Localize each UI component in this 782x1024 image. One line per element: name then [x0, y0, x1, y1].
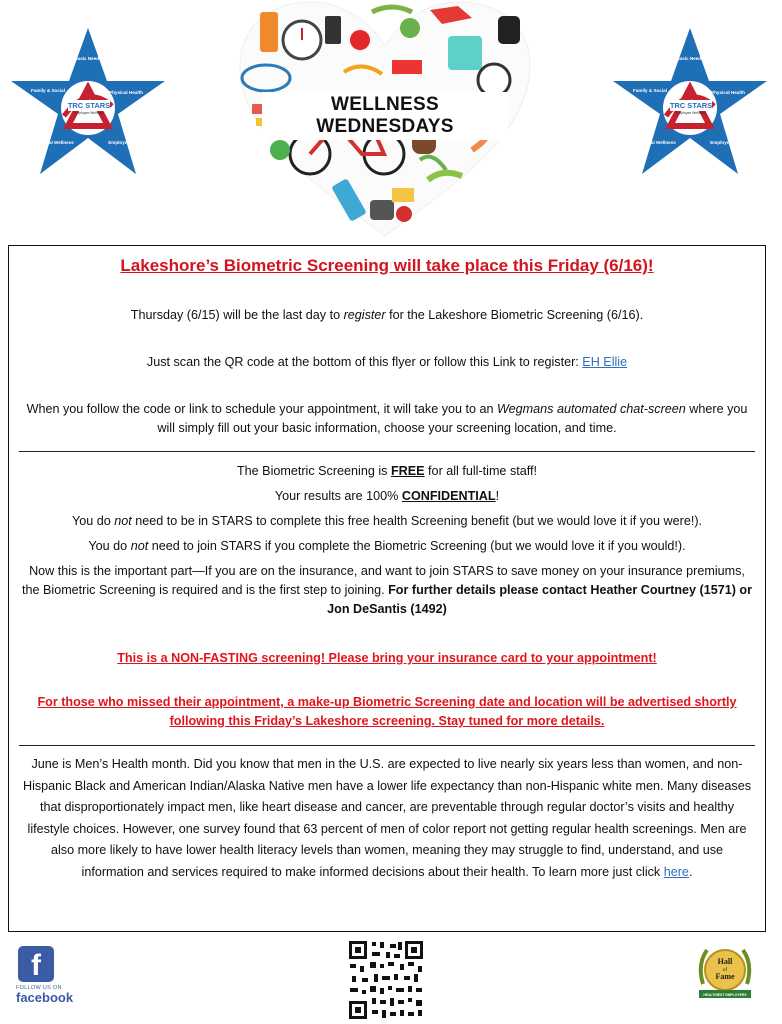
learn-more-link[interactable]: here	[663, 864, 689, 879]
eh-ellie-link[interactable]: EH Ellie	[582, 355, 628, 369]
facebook-link[interactable]: f FOLLOW US ON facebook	[16, 946, 68, 1005]
trc-stars-logo-left	[8, 26, 168, 178]
not-join-stars-line: You do not need to join STARS if you complete the Biometric Screening (but we would love it if you would!).	[88, 539, 686, 553]
hall-of-fame-badge	[695, 942, 755, 1004]
qr-code[interactable]	[348, 940, 424, 1020]
qr-code-icon	[348, 940, 424, 1020]
svg-text:Employment: Employment	[710, 140, 738, 145]
confidential-line: Your results are 100% CONFIDENTIAL!	[274, 489, 500, 503]
svg-text:Family & Social: Family & Social	[31, 88, 65, 93]
svg-text:Physical Health: Physical Health	[109, 90, 143, 95]
svg-text:TRC STARS: TRC STARS	[669, 101, 713, 110]
free-line: The Biometric Screening is FREE for all full-time staff!	[236, 464, 538, 478]
header	[0, 0, 782, 240]
wellness-heart-collage	[232, 0, 538, 240]
content-box	[8, 245, 766, 932]
star-logo-icon	[8, 26, 168, 178]
svg-text:Family & Social: Family & Social	[633, 88, 667, 93]
facebook-icon: f	[18, 946, 54, 982]
star-logo-icon	[610, 26, 770, 178]
svg-text:Employee Wellness: Employee Wellness	[676, 111, 706, 115]
register-paragraph: Thursday (6/15) will be the last day to register for the Lakeshore Biometric Screening (6/16).	[130, 308, 644, 322]
scan-paragraph: Just scan the QR code at the bottom of this flyer or follow this Link to register: EH Ellie	[146, 355, 628, 369]
hall-of-fame-badge-icon	[695, 942, 755, 1004]
follow-paragraph: When you follow the code or link to schedule your appointment, it will take you to an Wegmans automated chat-screen where you will simply fill out your basic information, choose your screening location, and time.	[26, 402, 748, 435]
svg-text:Fame: Fame	[715, 972, 735, 981]
important-paragraph: Now this is the important part—If you are on the insurance, and want to join STARS to save money on your insurance premiums, the Biometric Screening is required and is the first step to joining. For further details please contact Heather Courtney (1571) or Jon DeSantis (1492)	[21, 564, 753, 616]
mens-health-paragraph: June is Men’s Health month. Did you know that men in the U.S. are expected to live nearly six years less than women, and non-Hispanic Black and American Indian/Alaska Native men have a lower life expectancy than non-Hispanic white men. Many diseases that disproportionately impact men, like heart disease and cancer, are preventable through regular doctor’s visits and healthy lifestyle choices. However, one survey found that 63 percent of men of color report not getting regular health screenings. Men are also more likely to have lower health literacy levels than women, meaning they may struggle to find, understand, and use information and services required to make informed decisions about their health. To learn more just click here.	[22, 757, 751, 879]
svg-text:Physical Health: Physical Health	[711, 90, 745, 95]
svg-text:Basic Needs: Basic Needs	[74, 56, 102, 61]
logo-name: TRC STARS	[67, 101, 111, 110]
non-fasting-notice: This is a NON-FASTING screening! Please bring your insurance card to your appointment!	[117, 651, 657, 665]
svg-text:of: of	[722, 968, 728, 973]
trc-stars-logo-right	[610, 26, 770, 178]
svg-text:Employment: Employment	[108, 140, 136, 145]
svg-text:Mental Wellness: Mental Wellness	[640, 140, 676, 145]
wellness-wednesdays-title: WELLNESS WEDNESDAYS	[262, 92, 508, 140]
makeup-notice: For those who missed their appointment, a make-up Biometric Screening date and location will be advertised shortly following this Friday’s Lakeshore screening. Stay tuned for more details.	[37, 695, 737, 728]
svg-text:Employee Wellness: Employee Wellness	[74, 111, 104, 115]
svg-text:Basic Needs: Basic Needs	[676, 56, 704, 61]
svg-text:Hall: Hall	[717, 957, 733, 966]
svg-text:HEALTHIEST EMPLOYERS: HEALTHIEST EMPLOYERS	[703, 993, 747, 997]
headline: Lakeshore’s Biometric Screening will take place this Friday (6/16)!	[120, 256, 654, 275]
divider-1	[19, 451, 755, 452]
not-in-stars-line: You do not need to be in STARS to complete this free health Screening benefit (but we would love it if you were!).	[71, 514, 703, 528]
divider-2	[19, 745, 755, 746]
svg-text:Mental Wellness: Mental Wellness	[38, 140, 74, 145]
